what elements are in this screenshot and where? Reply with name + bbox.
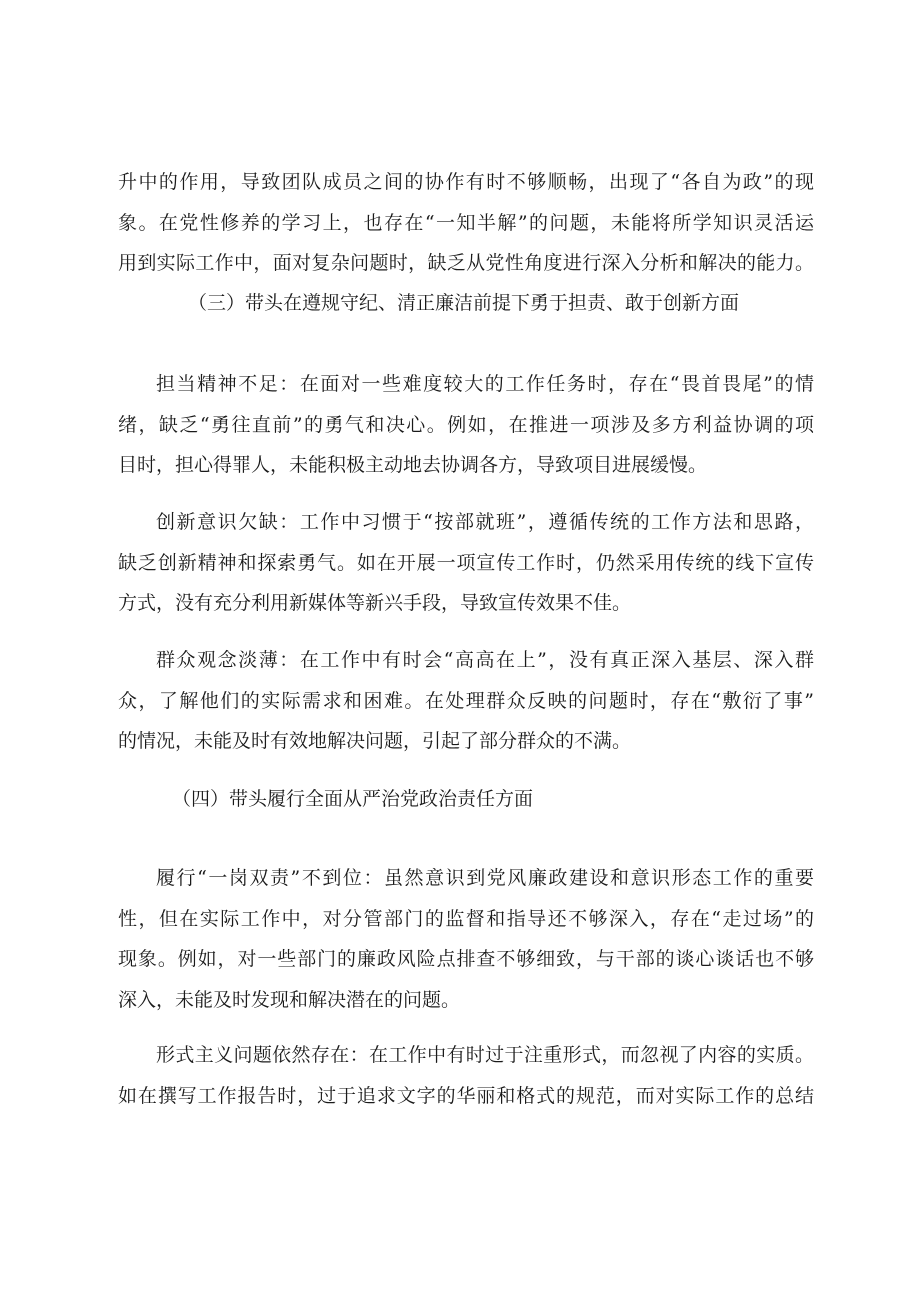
text-line: 担当精神不足：在面对一些难度较大的工作任务时，存在“畏首畏尾”的情 [156, 373, 814, 395]
text-line: 形式主义问题依然存在：在工作中有时过于注重形式，而忽视了内容的实质。 [156, 1044, 814, 1066]
text-line: 升中的作用，导致团队成员之间的协作有时不够顺畅，出现了“各自为政”的现 [118, 171, 814, 193]
text-line: 如在撰写工作报告时，过于追求文字的华丽和格式的规范，而对实际工作的总结 [118, 1084, 814, 1107]
paragraph-duty [118, 858, 814, 1020]
text-line: 群众观念淡薄：在工作中有时会“高高在上”，没有真正深入基层、深入群 [156, 649, 814, 671]
text-line: 性，但在实际工作中，对分管部门的监督和指导还不够深入，存在“走过场”的 [118, 907, 814, 930]
text-line: 方式，没有充分利用新媒体等新兴手段，导致宣传效果不佳。 [118, 592, 632, 614]
paragraph-masses [118, 640, 814, 762]
paragraph-continuation [118, 162, 814, 284]
text-line: 深入，未能及时发现和解决潜在的问题。 [118, 988, 461, 1011]
text-line: 缺乏创新精神和探索勇气。如在开展一项宣传工作时，仍然采用传统的线下宣传 [118, 551, 814, 574]
text-line: 创新意识欠缺：工作中习惯于“按部就班”，遵循传统的工作方法和思路， [156, 511, 814, 533]
text-line: 象。在党性修养的学习上，也存在“一知半解”的问题，未能将所学知识灵活运 [118, 211, 814, 234]
section-heading-4: （四）带头履行全面从严治党政治责任方面 [172, 788, 534, 810]
text-line: 目时，担心得罪人，未能积极主动地去协调各方，导致项目进展缓慢。 [118, 454, 708, 476]
section-heading-3: （三）带头在遵规守纪、清正廉洁前提下勇于担责、敢于创新方面 [188, 292, 740, 314]
text-line: 的情况，未能及时有效地解决问题，引起了部分群众的不满。 [118, 730, 632, 752]
paragraph-formalism [118, 1035, 814, 1116]
paragraph-responsibility [118, 364, 814, 486]
text-line: 绪，缺乏“勇往直前”的勇气和决心。例如，在推进一项涉及多方利益协调的项 [118, 413, 814, 436]
text-line: 众，了解他们的实际需求和困难。在处理群众反映的问题时，存在“敷衍了事” [118, 689, 814, 712]
text-line: 履行“一岗双责”不到位：虽然意识到党风廉政建设和意识形态工作的重要 [156, 867, 814, 889]
paragraph-innovation [118, 502, 814, 624]
text-line: 用到实际工作中，面对复杂问题时，缺乏从党性角度进行深入分析和解决的能力。 [118, 252, 814, 274]
text-line: 现象。例如，对一些部门的廉政风险点排查不够细致，与干部的谈心谈话也不够 [118, 948, 814, 970]
